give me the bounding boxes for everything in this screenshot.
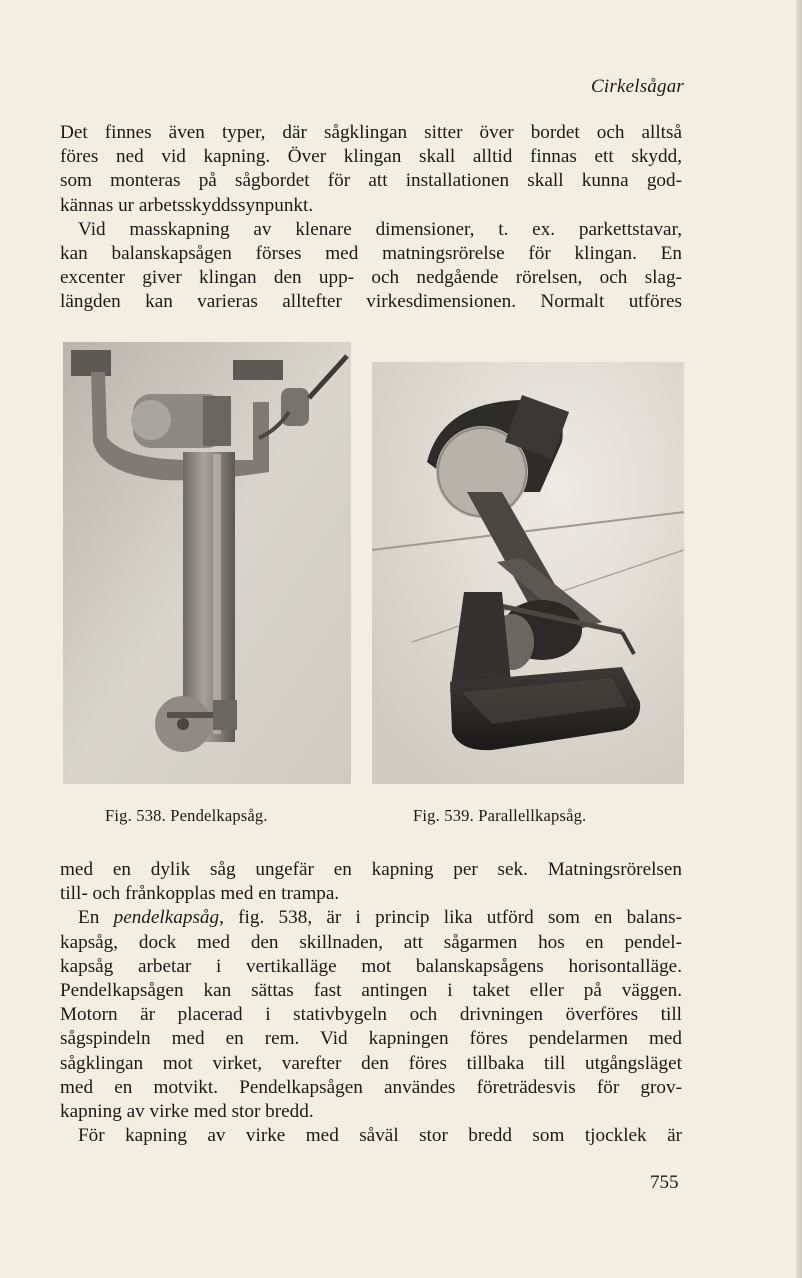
text-line: föres ned vid kapning. Över klingan skall alltid finnas ett skydd, [60,146,682,168]
text-fragment: fig. 538, är i princip lika utförd som en balans- [223,907,682,929]
figure-538-pendulum-saw-photo [63,342,351,784]
text-line: längden kan varieras alltefter virkesdimensionen. Normalt utföres [60,291,682,313]
page-number: 755 [650,1172,679,1193]
paragraph-bottom [60,858,682,1148]
text-line: Motorn är placerad i stativbygeln och drivningen överföres till [60,1004,682,1026]
text-line-with-term [60,906,682,930]
text-line: Vid masskapning av klenare dimensioner, t. ex. parkettstavar, [78,218,682,240]
text-fragment: En [78,907,114,929]
text-line: med en motvikt. Pendelkapsågen användes företrädesvis för grov- [60,1076,682,1098]
figure-538-caption: Fig. 538. Pendelkapsåg. [105,806,268,825]
text-line: kapsåg arbetar i vertikalläge mot balanskapsågens horisontalläge. [60,955,682,977]
text-line: kan balanskapsågen förses med matningsrörelse för klingan. En [60,243,682,265]
text-line: kapning av virke med stor bredd. [60,1101,314,1123]
figure-539-caption: Fig. 539. Parallellkapsåg. [413,806,587,825]
page-edge [796,0,802,1278]
text-line: sågspindeln med en rem. Vid kapningen föres pendelarmen med [60,1028,682,1050]
text-line: kännas ur arbetsskyddssynpunkt. [60,194,314,216]
text-line: Det finnes även typer, där sågklingan sitter över bordet och alltså [60,122,682,143]
text-line: kapsåg, dock med den skillnaden, att sågarmen hos en pendel- [60,931,682,953]
text-line: som monteras på sågbordet för att installationen skall kunna god- [60,170,682,192]
text-line: sågklingan mot virket, varefter den föres tillbaka till utgångsläget [60,1052,682,1074]
figure-539-parallel-saw-photo [372,362,684,784]
paragraph-top [60,121,682,315]
running-header: Cirkelsågar [591,76,684,97]
italic-term: pendelkapsåg, [113,907,224,929]
text-line: excenter giver klingan den upp- och nedgående rörelsen, och slag- [60,267,682,289]
text-line: Pendelkapsågen kan sättas fast antingen i taket eller på väggen. [60,980,682,1002]
text-line: till- och frånkopplas med en trampa. [60,883,340,905]
text-line: med en dylik såg ungefär en kapning per sek. Matningsrörelsen [60,859,682,880]
text-line: För kapning av virke med såväl stor bredd som tjocklek är [78,1125,682,1147]
